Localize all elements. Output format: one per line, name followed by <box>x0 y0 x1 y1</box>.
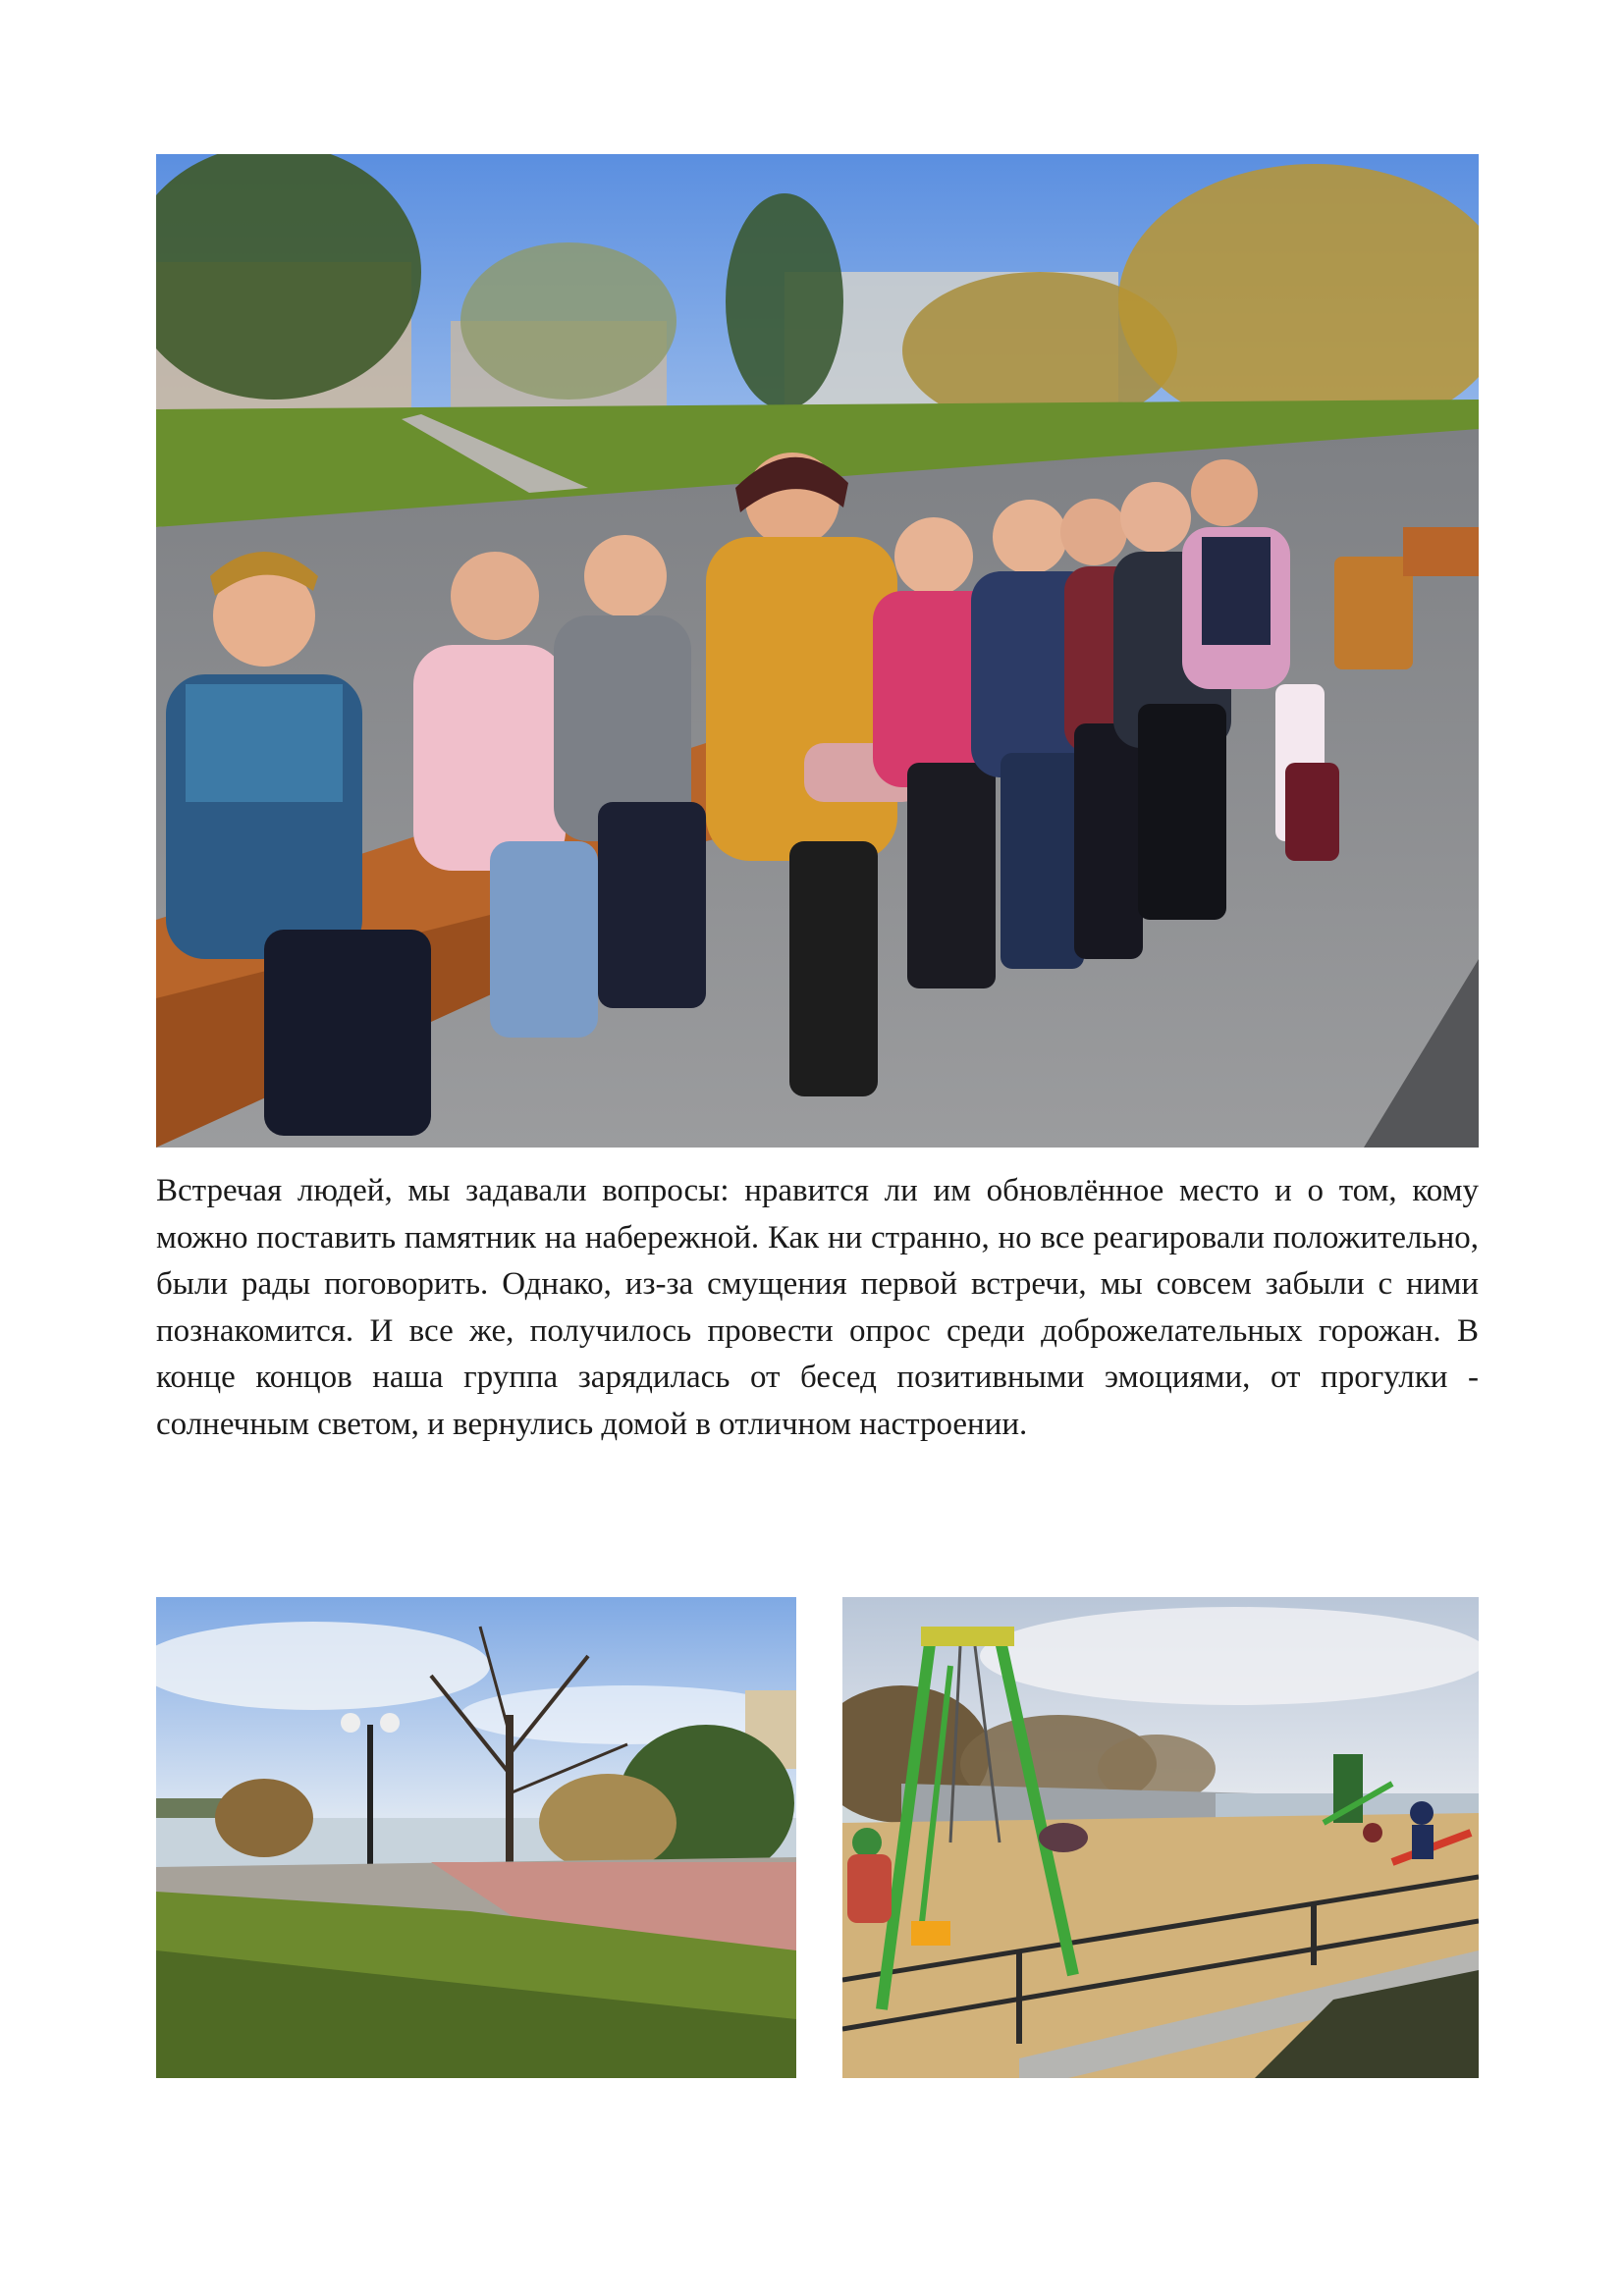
group-photo <box>156 154 1479 1148</box>
embankment-photo <box>156 1597 796 2078</box>
playground-photo <box>842 1597 1479 2078</box>
body-paragraph: Встречая людей, мы задавали вопросы: нравится ли им обновлённое место и о том, кому можно поставить памятник на набережной. Как ни странно, но все реагировали положительно, были рады поговорить. Однако, из-за смущения первой встречи, мы совсем забыли с ними познакомится. И все же, получилось провести опрос среди доброжелательных горожан. В конце концов наша группа зарядилась от бесед позитивными эмоциями, от прогулки - солнечным светом, и вернулись домой в отличном настроении. <box>156 1173 1479 1442</box>
